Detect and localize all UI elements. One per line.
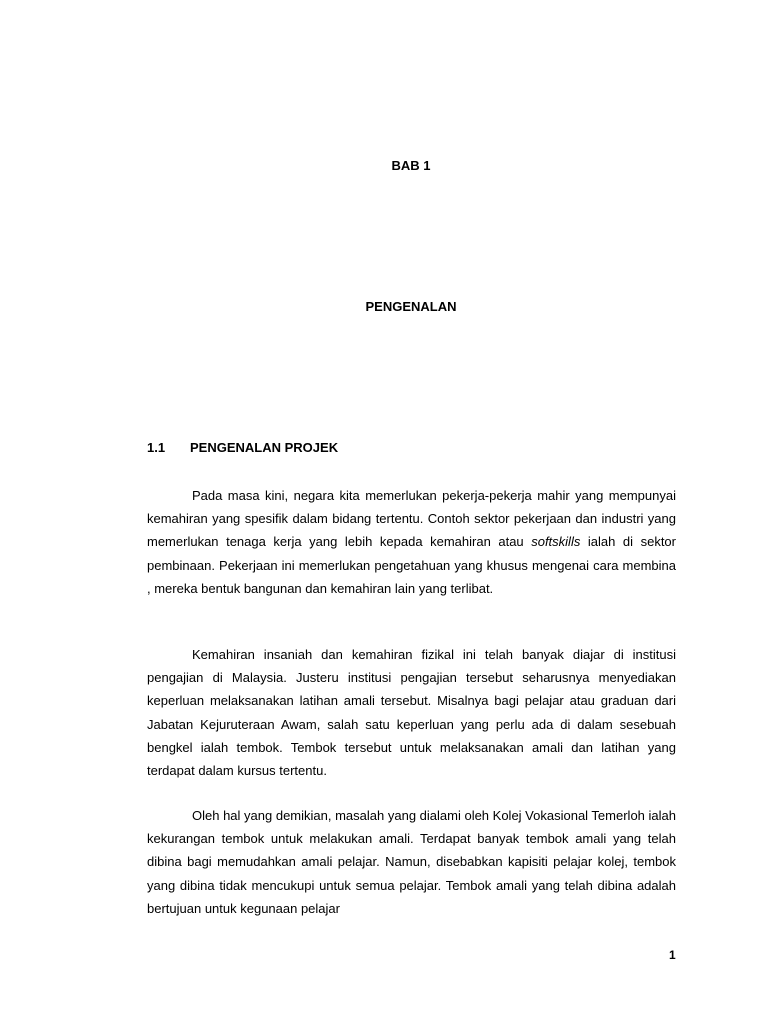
section-heading [147,440,338,455]
paragraph-1-text-start: Pada masa kini, negara kita memerlukan pekerja-pekerja mahir yang mempunyai kemahiran yang spesifik dalam bidang tertentu. Contoh sektor pekerjaan dan industri yang memerlukan tenaga kerja yang lebih kepada kemahiran atau [147,488,676,550]
chapter-title: PENGENALAN [365,299,457,314]
section-title: PENGENALAN PROJEK [190,440,339,455]
paragraph-1-text-end: ialah di sektor pembinaan. Pekerjaan ini memerlukan pengetahuan yang khusus mengenai cara membina , mereka bentuk bangunan dan kemahiran lain yang terlibat. [147,534,676,596]
paragraph-1-italic-term: softskills [531,534,581,550]
section-number: 1.1 [147,440,166,455]
paragraph-2: Kemahiran insaniah dan kemahiran fizikal ini telah banyak diajar di institusi pengajian di Malaysia. Justeru institusi pengajian tersebut seharusnya menyediakan keperluan melaksanakan latihan amali tersebut. Misalnya bagi pelajar atau graduan dari Jabatan Kejuruteraan Awam, salah satu keperluan yang perlu ada di dalam sesebuah bengkel ialah tembok. Tembok tersebut untuk melaksanakan amali dan latihan yang terdapat dalam kursus tertentu. [147,647,676,779]
paragraph-3: Oleh hal yang demikian, masalah yang dialami oleh Kolej Vokasional Temerloh ialah kekurangan tembok untuk melakukan amali. Terdapat banyak tembok amali yang telah dibina bagi memudahkan amali pelajar. Namun, disebabkan kapisiti pelajar kolej, tembok yang dibina tidak mencukupi untuk semua pelajar. Tembok amali yang telah dibina adalah bertujuan untuk kegunaan pelajar [147,808,676,916]
chapter-label: BAB 1 [391,158,431,173]
page-number: 1 [669,948,676,962]
paragraph-1 [147,484,676,600]
